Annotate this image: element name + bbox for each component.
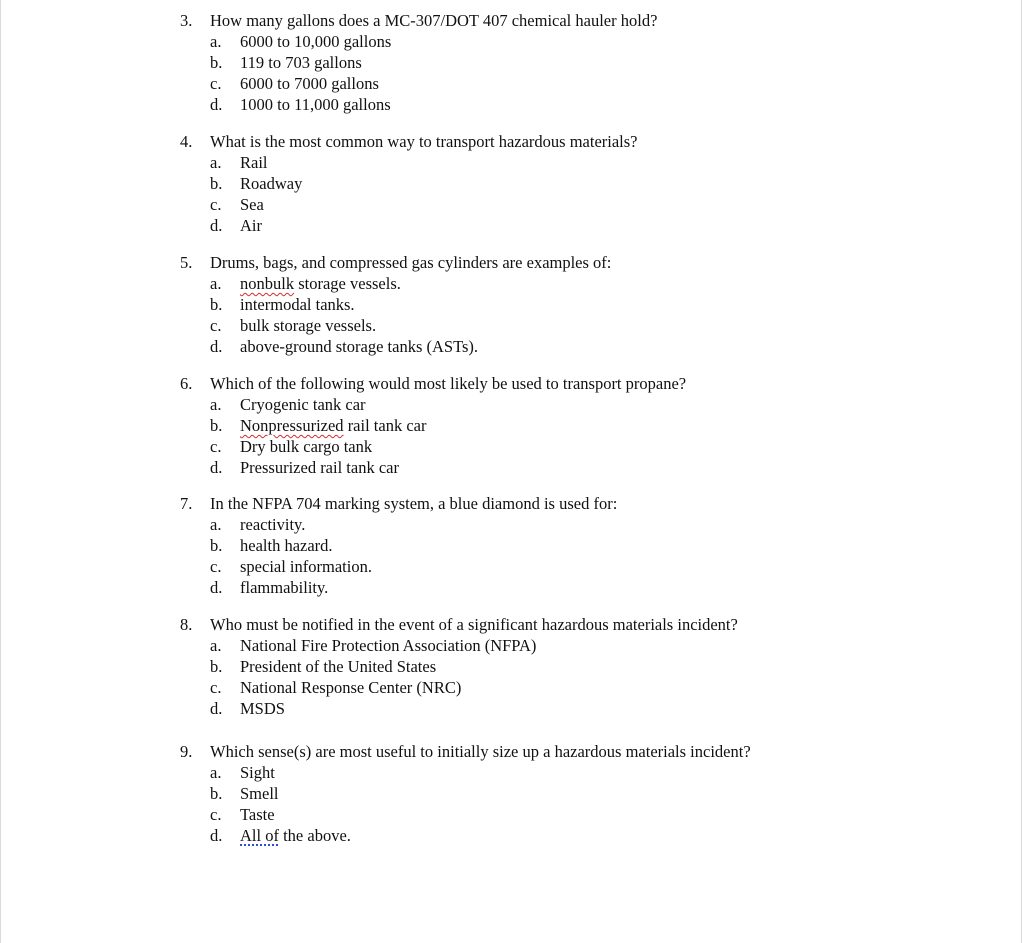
option-text-rest: the above.: [278, 826, 351, 845]
spelling-flagged-word: nonbulk: [240, 274, 295, 293]
answer-option-a: [0, 635, 1000, 656]
option-letter: a.: [210, 636, 222, 655]
answer-option-a: [0, 762, 1000, 783]
answer-option-a: [0, 152, 1000, 173]
option-text: MSDS: [240, 699, 285, 718]
option-text: bulk storage vessels.: [240, 316, 377, 335]
option-letter: d.: [210, 337, 223, 356]
option-letter: b.: [210, 416, 223, 435]
answer-option-a: [0, 514, 1000, 535]
answer-option-d: [0, 215, 1000, 236]
option-text: [240, 273, 401, 294]
answer-option-c: [0, 804, 1000, 825]
option-letter: a.: [210, 32, 222, 51]
question-text: What is the most common way to transport hazardous materials?: [210, 132, 638, 151]
answer-option-a: [0, 394, 1000, 415]
option-letter: c.: [210, 316, 222, 335]
question-8: [0, 614, 1000, 719]
answer-option-a: [0, 273, 1000, 294]
answer-option-c: [0, 436, 1000, 457]
question-4: [0, 131, 1000, 236]
option-letter: b.: [210, 536, 223, 555]
question-stem: [0, 252, 1000, 273]
spelling-flagged-word: Nonpressurized: [240, 416, 344, 435]
option-text: Rail: [240, 153, 268, 172]
answer-option-d: [0, 577, 1000, 598]
option-text-rest: rail tank car: [343, 416, 427, 435]
option-text: National Response Center (NRC): [240, 678, 462, 697]
answer-option-d: [0, 825, 1000, 846]
question-text: Who must be notified in the event of a significant hazardous materials incident?: [210, 615, 738, 634]
option-letter: a.: [210, 153, 222, 172]
option-text: Sight: [240, 763, 275, 782]
option-letter: a.: [210, 515, 222, 534]
option-letter: d.: [210, 699, 223, 718]
option-letter: d.: [210, 826, 223, 845]
option-letter: b.: [210, 784, 223, 803]
option-letter: d.: [210, 458, 223, 477]
question-number: 4.: [180, 132, 193, 151]
option-letter: a.: [210, 395, 222, 414]
option-letter: a.: [210, 274, 222, 293]
option-text: [240, 825, 351, 846]
answer-option-d: [0, 698, 1000, 719]
answer-option-b: [0, 294, 1000, 315]
option-letter: b.: [210, 295, 223, 314]
question-text: In the NFPA 704 marking system, a blue diamond is used for:: [210, 494, 618, 513]
answer-option-c: [0, 556, 1000, 577]
question-5: [0, 252, 1000, 357]
answer-option-d: [0, 457, 1000, 478]
option-letter: d.: [210, 95, 223, 114]
answer-option-d: [0, 336, 1000, 357]
option-text: Pressurized rail tank car: [240, 458, 399, 477]
question-stem: [0, 741, 1000, 762]
question-number: 5.: [180, 253, 193, 272]
option-text: intermodal tanks.: [240, 295, 355, 314]
option-letter: b.: [210, 174, 223, 193]
question-number: 7.: [180, 494, 193, 513]
option-text: 6000 to 7000 gallons: [240, 74, 379, 93]
question-stem: [0, 493, 1000, 514]
answer-option-b: [0, 52, 1000, 73]
answer-option-b: [0, 415, 1000, 436]
option-letter: c.: [210, 437, 222, 456]
option-text: above-ground storage tanks (ASTs).: [240, 337, 479, 356]
option-text: reactivity.: [240, 515, 306, 534]
option-text: special information.: [240, 557, 372, 576]
option-letter: b.: [210, 53, 223, 72]
option-text: 119 to 703 gallons: [240, 53, 362, 72]
question-stem: [0, 131, 1000, 152]
question-stem: [0, 614, 1000, 635]
answer-option-c: [0, 315, 1000, 336]
question-number: 6.: [180, 374, 193, 393]
question-text: Which sense(s) are most useful to initially size up a hazardous materials incident?: [210, 742, 751, 761]
question-3: [0, 10, 1000, 115]
grammar-flagged-phrase: All of: [240, 826, 279, 845]
answer-option-c: [0, 73, 1000, 94]
option-text: 6000 to 10,000 gallons: [240, 32, 392, 51]
option-text: National Fire Protection Association (NFPA): [240, 636, 537, 655]
option-letter: c.: [210, 195, 222, 214]
question-number: 3.: [180, 11, 193, 30]
answer-option-b: [0, 173, 1000, 194]
option-text: Smell: [240, 784, 279, 803]
answer-option-b: [0, 783, 1000, 804]
option-letter: c.: [210, 557, 222, 576]
question-stem: [0, 10, 1000, 31]
option-text: Sea: [240, 195, 264, 214]
option-text-rest: storage vessels.: [294, 274, 401, 293]
question-7: [0, 493, 1000, 598]
option-letter: b.: [210, 657, 223, 676]
option-text: Roadway: [240, 174, 303, 193]
answer-option-d: [0, 94, 1000, 115]
option-text: Taste: [240, 805, 275, 824]
question-text: Which of the following would most likely be used to transport propane?: [210, 374, 687, 393]
answer-option-b: [0, 535, 1000, 556]
answer-option-c: [0, 677, 1000, 698]
option-letter: c.: [210, 678, 222, 697]
option-text: Air: [240, 216, 262, 235]
question-stem: [0, 373, 1000, 394]
question-6: [0, 373, 1000, 478]
option-text: 1000 to 11,000 gallons: [240, 95, 391, 114]
option-letter: c.: [210, 805, 222, 824]
option-text: President of the United States: [240, 657, 437, 676]
option-letter: d.: [210, 216, 223, 235]
option-text: [240, 415, 426, 436]
answer-option-c: [0, 194, 1000, 215]
option-text: flammability.: [240, 578, 329, 597]
option-text: Dry bulk cargo tank: [240, 437, 373, 456]
question-text: Drums, bags, and compressed gas cylinders are examples of:: [210, 253, 612, 272]
answer-option-b: [0, 656, 1000, 677]
question-text: How many gallons does a MC-307/DOT 407 chemical hauler hold?: [210, 11, 658, 30]
question-9: [0, 741, 1000, 846]
option-letter: c.: [210, 74, 222, 93]
option-text: Cryogenic tank car: [240, 395, 366, 414]
option-letter: d.: [210, 578, 223, 597]
question-number: 8.: [180, 615, 193, 634]
question-number: 9.: [180, 742, 193, 761]
answer-option-a: [0, 31, 1000, 52]
option-letter: a.: [210, 763, 222, 782]
option-text: health hazard.: [240, 536, 333, 555]
